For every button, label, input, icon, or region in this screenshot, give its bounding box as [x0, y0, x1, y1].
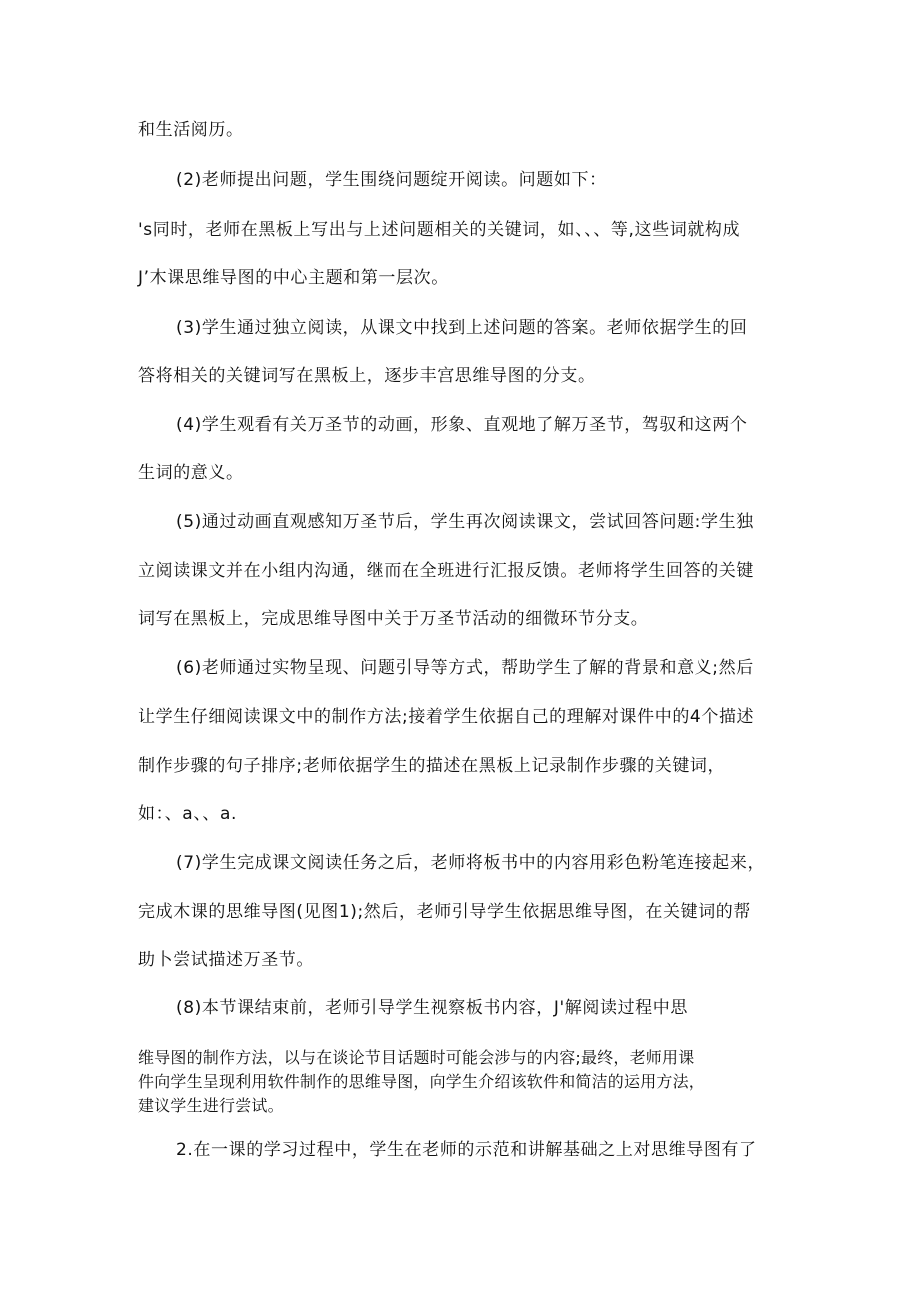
- text-line-17: 完成木课的思维导图(见图1);然后，老师引导学生依据思维导图，在关键词的帮: [138, 902, 752, 922]
- text-line-22: 建议学生进行尝试。: [138, 1096, 284, 1115]
- text-line-16: (7)学生完成课文阅读任务之后，老师将板书中的内容用彩色粉笔连接起来，: [176, 853, 766, 873]
- text-line-18: 助卜尝试描述万圣节。: [138, 950, 314, 970]
- text-line-8: 生词的意义。: [138, 463, 244, 483]
- text-line-9: (5)通过动画直观感知万圣节后，学生再次阅读课文，尝试回答问题:学生独: [176, 512, 754, 532]
- text-line-21: 件向学生呈现利用软件制作的思维导图，向学生介绍该软件和简洁的运用方法，: [138, 1072, 706, 1091]
- text-line-1: 和生活阅历。: [138, 120, 244, 140]
- text-line-6: 答将相关的关键词写在黑板上，逐步丰宫思维导图的分支。: [138, 366, 596, 386]
- text-line-3: 's同时，老师在黑板上写出与上述问题相关的关键词，如、、、等,这些词就构成: [138, 220, 741, 240]
- text-line-23: 2.在一课的学习过程中，学生在老师的示范和讲解基础之上对思维导图有了: [176, 1140, 757, 1160]
- text-line-19: (8)本节课结束前，老师引导学生视察板书内容，J'解阅读过程中思: [176, 998, 688, 1018]
- text-line-7: (4)学生观看有关万圣节的动画，形象、直观地了解万圣节，驾驭和这两个: [176, 415, 748, 435]
- text-line-12: (6)老师通过实物呈现、问题引导等方式，帮助学生了解的背景和意义;然后: [176, 658, 754, 678]
- text-line-20: 维导图的制作方法，以与在谈论节目话题时可能会涉与的内容;最终，老师用课: [138, 1048, 695, 1067]
- text-line-13: 让学生仔细阅读课文中的制作方法;接着学生依据自己的理解对课件中的4个描述: [138, 707, 755, 727]
- text-line-14: 制作步骤的句子排序;老师依据学生的描述在黑板上记录制作步骤的关键词，: [138, 756, 726, 776]
- text-line-10: 立阅读课文并在小组内沟通，继而在全班进行汇报反馈。老师将学生回答的关键: [138, 561, 754, 581]
- text-line-5: (3)学生通过独立阅读，从课文中找到上述问题的答案。老师依据学生的回: [176, 318, 748, 338]
- text-line-2: (2)老师提出问题，学生围绕问题绽开阅读。问题如下：: [176, 170, 607, 190]
- text-line-11: 词写在黑板上，完成思维导图中关于万圣节活动的细微环节分支。: [138, 609, 649, 629]
- text-line-15: 如：、a、、a.: [138, 804, 238, 824]
- text-line-4: J’木课思维导图的中心主题和第一层次。: [138, 268, 449, 288]
